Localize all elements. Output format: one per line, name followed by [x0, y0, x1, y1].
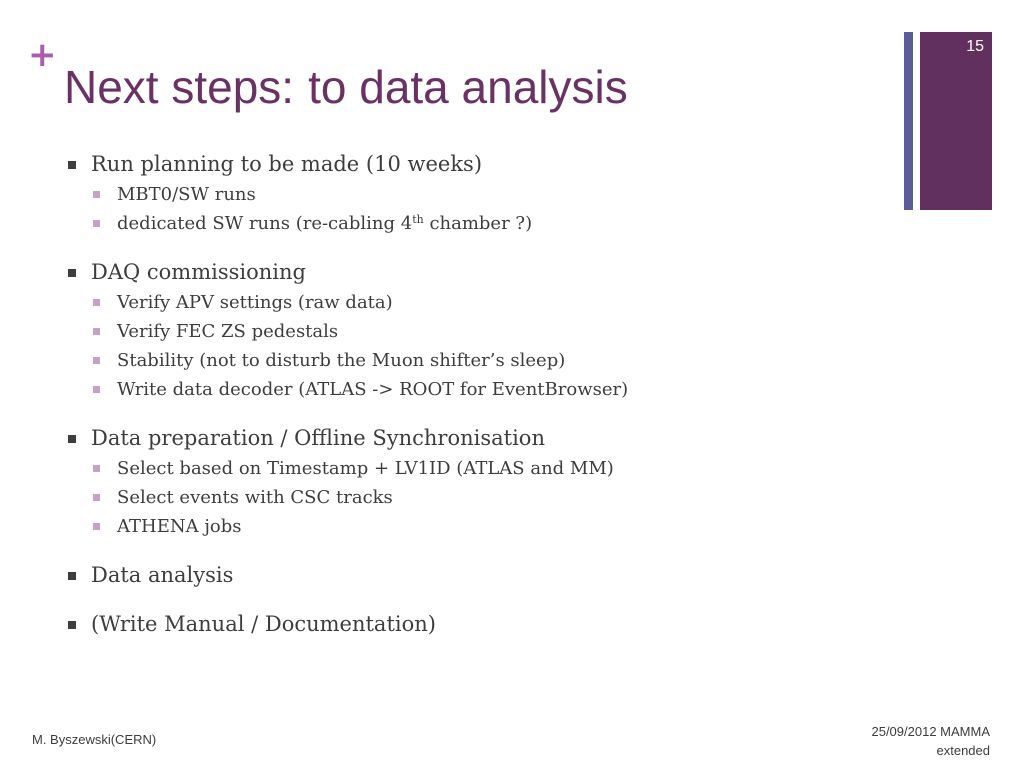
square-sub-bullet-icon [93, 386, 100, 393]
ordinal-superscript: th [412, 213, 424, 226]
accent-block [920, 32, 992, 210]
sub-bullet-label: Verify APV settings (raw data) [117, 292, 393, 313]
square-sub-bullet-icon [93, 299, 100, 306]
bullet-label: DAQ commissioning [91, 260, 306, 284]
sub-bullet-text-pre: dedicated SW runs (re-cabling 4 [117, 213, 413, 234]
square-sub-bullet-icon [93, 328, 100, 335]
bullet-data-analysis [66, 561, 886, 590]
bullet-write-manual [66, 610, 886, 639]
sub-bullet-write-decoder [66, 375, 886, 404]
square-sub-bullet-icon [93, 220, 100, 227]
square-bullet-icon [68, 435, 76, 443]
footer-author: M. Byszewski(CERN) [32, 732, 157, 747]
accent-thin-bar [904, 32, 913, 210]
sub-bullet-select-timestamp [66, 454, 886, 483]
page-number: 15 [966, 38, 984, 55]
footer-event-line: extended [936, 743, 990, 758]
sub-bullet-verify-fec [66, 317, 886, 346]
sub-bullet-verify-apv [66, 288, 886, 317]
sub-bullet-label: Stability (not to disturb the Muon shifter’s sleep) [117, 350, 566, 371]
square-bullet-icon [68, 269, 76, 277]
bullet-daq-commissioning [66, 258, 886, 287]
sub-bullet-label: Write data decoder (ATLAS -> ROOT for EventBrowser) [117, 379, 629, 400]
footer-date-event [790, 722, 990, 760]
bullet-label: (Write Manual / Documentation) [91, 612, 436, 636]
bullet-label: Data analysis [91, 563, 234, 587]
bullet-run-planning [66, 150, 886, 179]
sub-bullet-select-csc [66, 483, 886, 512]
sub-bullet-label: MBT0/SW runs [117, 184, 256, 205]
slide-title-part1: Next steps: [64, 61, 295, 113]
bullet-data-preparation [66, 424, 886, 453]
sub-bullet-dedicated-sw-runs [66, 209, 886, 238]
sub-bullet-text-post: chamber ?) [423, 213, 533, 234]
sub-bullet-label: Select events with CSC tracks [117, 487, 393, 508]
sub-bullet-stability [66, 346, 886, 375]
square-sub-bullet-icon [93, 357, 100, 364]
sub-bullet-mbt0-sw-runs [66, 180, 886, 209]
bullet-label: Data preparation / Offline Synchronisation [91, 426, 545, 450]
sub-bullet-label: Select based on Timestamp + LV1ID (ATLAS and MM) [117, 458, 614, 479]
square-bullet-icon [68, 621, 76, 629]
slide-title-part2: to data analysis [308, 61, 628, 113]
sub-bullet-label: Verify FEC ZS pedestals [117, 321, 339, 342]
square-sub-bullet-icon [93, 494, 100, 501]
square-bullet-icon [68, 572, 76, 580]
sub-bullet-label: ATHENA jobs [117, 516, 242, 537]
slide-title [64, 62, 628, 113]
sub-bullet-label [117, 213, 532, 234]
square-sub-bullet-icon [93, 523, 100, 530]
square-sub-bullet-icon [93, 191, 100, 198]
square-bullet-icon [68, 161, 76, 169]
bullet-label: Run planning to be made (10 weeks) [91, 152, 483, 176]
square-sub-bullet-icon [93, 465, 100, 472]
sub-bullet-athena-jobs [66, 512, 886, 541]
footer-date-line: 25/09/2012 MAMMA [871, 724, 990, 739]
plus-mark-icon: + [28, 35, 57, 75]
bullet-list [66, 150, 886, 640]
